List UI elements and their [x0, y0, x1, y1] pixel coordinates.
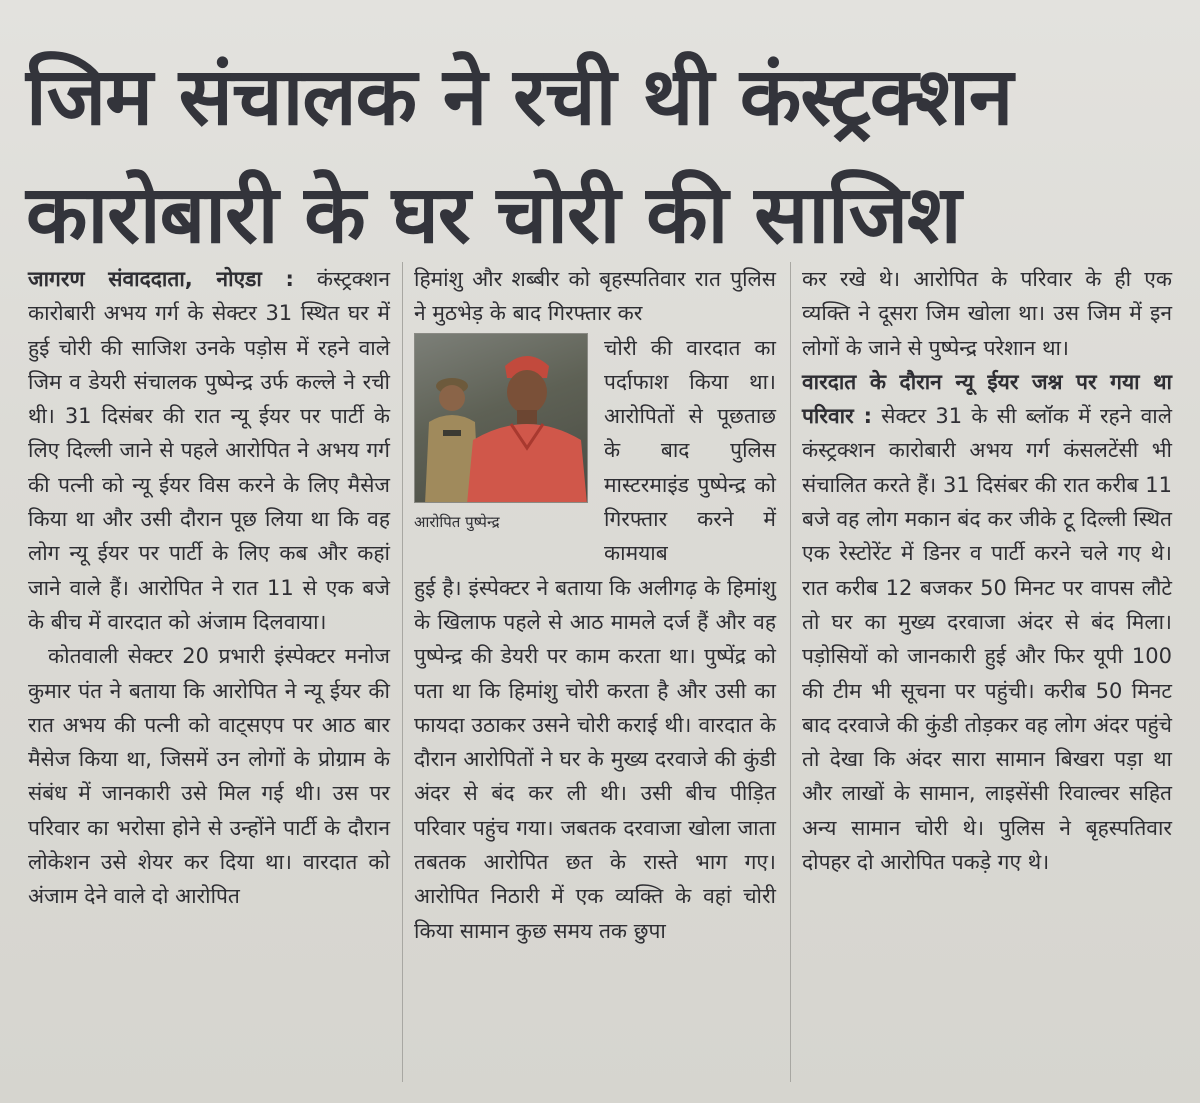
photo-block: [414, 333, 592, 553]
paragraph: [802, 365, 1172, 879]
headline-line-1: जिम संचालक ने रची थी कंस्ट्रक्शन: [26, 50, 1013, 143]
paragraph: कर रखे थे। आरोपित के परिवार के ही एक व्यक्ति ने दूसरा जिम खोला था। उस जिम में इन लोगों के जाने से पुष्पेन्द्र परेशान था।: [802, 267, 1172, 360]
photo-caption: आरोपित पुष्पेन्द्र: [414, 512, 500, 531]
paragraph: कोतवाली सेक्टर 20 प्रभारी इंस्पेक्टर मनोज कुमार पंत ने बताया कि आरोपित ने न्यू ईयर की रात अभय की पत्नी को वाट्सएप पर आठ बार मैसेज किया था, जिसमें उन लोगों के प्रोग्राम के संबंध में जानकारी उसे मिल गई थी। उस पर परिवार का भरोसा होने से उन्होंने पार्टी के दौरान लोकेशन उसे शेयर कर दिया था। वारदात को अंजाम देने वाले दो आरोपित: [28, 644, 390, 909]
headline: [26, 38, 1176, 274]
paragraph-text: कंस्ट्रक्शन कारोबारी अभय गर्ग के सेक्टर 31 स्थित घर में हुई चोरी की साजिश उनके पड़ोस में रहने वाले जिम व डेयरी संचालक पुष्पेन्द्र उर्फ कल्ले ने रची थी। 31 दिसंबर की रात न्यू ईयर पर पार्टी के लिए दिल्ली जाने से पहले आरोपित ने अभय गर्ग की पत्नी को न्यू ईयर विस करने के लिए मैसेज किया था और उसी दौरान पूछ लिया था कि वह लोग न्यू ईयर पर पार्टी के लिए कब और कहां जाने वाले हैं। आरोपित ने रात 11 से एक बजे के बीच में वारदात को अंजाम दिलवाया।: [28, 267, 390, 634]
column-divider: [790, 262, 791, 1082]
article-column-3: [802, 262, 1172, 879]
headline-line-2: कारोबारी के घर चोरी की साजिश: [26, 168, 961, 261]
accused-person-figure: [467, 344, 587, 503]
column-divider: [402, 262, 403, 1082]
dateline: जागरण संवाददाता, नोएडा :: [28, 267, 294, 291]
article-column-1: [28, 262, 390, 914]
paragraph: चोरी की वारदात का पर्दाफाश किया था। आरोपितों से पूछताछ के बाद पुलिस मास्टरमाइंड पुष्पेन्द्र को गिरफ्तार करने में कामयाब: [604, 335, 776, 566]
article-column-2: [414, 262, 776, 948]
accused-photo: [414, 333, 588, 503]
paragraph: [28, 262, 390, 639]
subheading: वारदात के दौरान न्यू ईयर जश्न पर गया था परिवार :: [802, 369, 1172, 429]
paragraph-text: सेक्टर 31 के सी ब्लॉक में रहने वाले कंस्ट्रक्शन कारोबारी अभय गर्ग कंसलटेंसी भी संचालित करते हैं। 31 दिसंबर की रात करीब 11 बजे वह लोग मकान बंद कर जीके टू दिल्ली स्थित एक रेस्टोरेंट में डिनर व पार्टी करने चले गए थे। रात करीब 12 बजकर 50 मिनट पर वापस लौटे तो घर का मुख्य दरवाजा अंदर से बंद मिला। पड़ोसियों को जानकारी हुई और फिर यूपी 100 की टीम भी सूचना पर पहुंची। करीब 50 मिनट बाद दरवाजे की कुंडी तोड़कर वह लोग अंदर पहुंचे तो देखा कि अंदर सारा सामान बिखरा पड़ा था और लाखों के सामान, लाइसेंसी रिवाल्वर सहित अन्य सामान चोरी थे। पुलिस ने बृहस्पतिवार दोपहर दो आरोपित पकड़े गए थे।: [802, 404, 1172, 875]
paragraph: हिमांशु और शब्बीर को बृहस्पतिवार रात पुलिस ने मुठभेड़ के बाद गिरफ्तार कर: [414, 267, 776, 326]
paragraph: हुई है। इंस्पेक्टर ने बताया कि अलीगढ़ के हिमांशु के खिलाफ पहले से आठ मामले दर्ज हैं और वह पुष्पेन्द्र की डेयरी पर काम करता था। पुष्पेंद्र को पता था कि हिमांशु चोरी करता है और उसी का फायदा उठाकर उसने चोरी कराई थी। वारदात के दौरान आरोपितों ने घर के मुख्य दरवाजे की कुंडी अंदर से बंद कर ली थी। उसी बीच पीड़ित परिवार पहुंच गया। जबतक दरवाजा खोला जाता तबतक आरोपित छत के रास्ते भाग गए। आरोपित निठारी में एक व्यक्ति के वहां चोरी किया सामान कुछ समय तक छुपा: [414, 575, 776, 943]
